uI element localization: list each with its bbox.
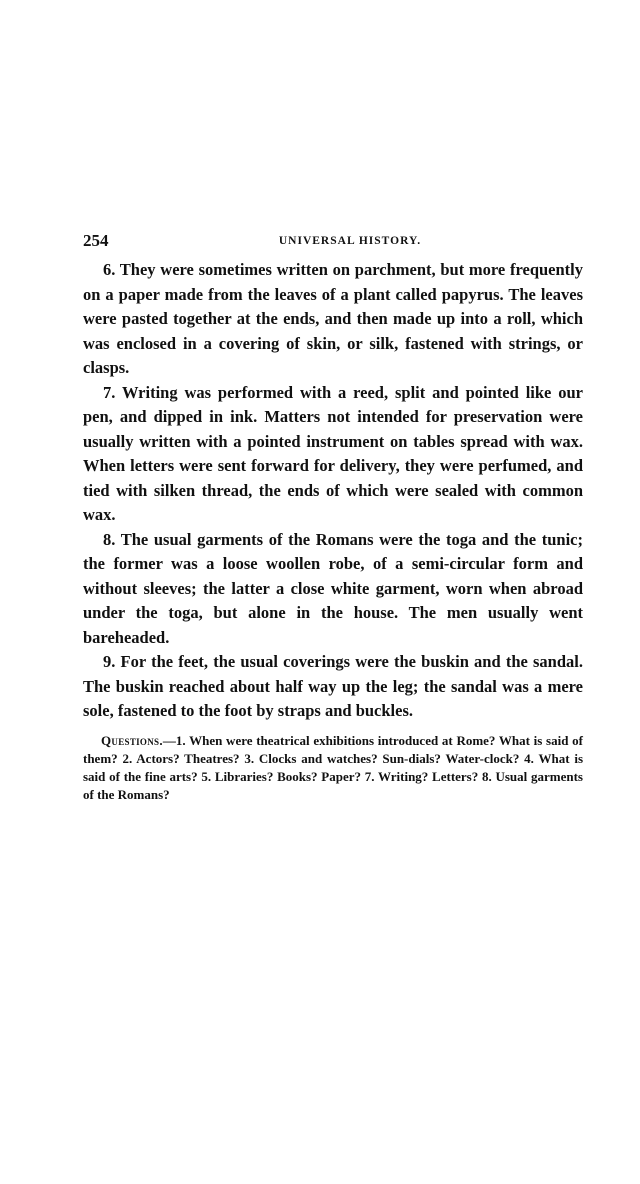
- book-page: [83, 228, 583, 804]
- paragraph-8: 8. The usual garments of the Romans were the toga and the tunic; the former was a loose woollen robe, of a semi-circular form and without sleeves; the latter a close white garment, worn when abroad under the toga, but alone in the house. The men usually went bareheaded.: [83, 529, 583, 647]
- page-number: 254: [83, 231, 109, 250]
- paragraph-7: 7. Writing was performed with a reed, split and pointed like our pen, and dipped in ink. Matters not intended for preservation were usually written with a pointed instrument on tables spread with wax. When letters were sent forward for delivery, they were perfumed, and tied with silken thread, the ends of which were sealed with common wax.: [83, 382, 583, 524]
- review-questions: [83, 732, 583, 804]
- questions-text: —1. When were theatrical exhibitions introduced at Rome? What is said of them? 2. Actors? Theatres? 3. Clocks and watches? Sun-dials? Water-clock? 4. What is said of the fine arts? 5. Libraries? Books? Paper? 7. Writing? Letters? 8. Usual garments of the Romans?: [83, 732, 583, 802]
- running-head: UNIVERSAL HISTORY.: [278, 235, 422, 247]
- paragraph-6: 6. They were sometimes written on parchment, but more frequently on a paper made from the leaves of a plant called papyrus. The leaves were pasted together at the ends, and then made up into a roll, which was enclosed in a covering of skin, or silk, fastened with strings, or clasps.: [83, 260, 583, 377]
- questions-label: Questions.: [101, 732, 163, 748]
- paragraph-9: 9. For the feet, the usual coverings were the buskin and the sandal. The buskin reached about half way up the leg; the sandal was a mere sole, fastened to the foot by straps and buckles.: [83, 652, 583, 720]
- page-header: [83, 228, 583, 254]
